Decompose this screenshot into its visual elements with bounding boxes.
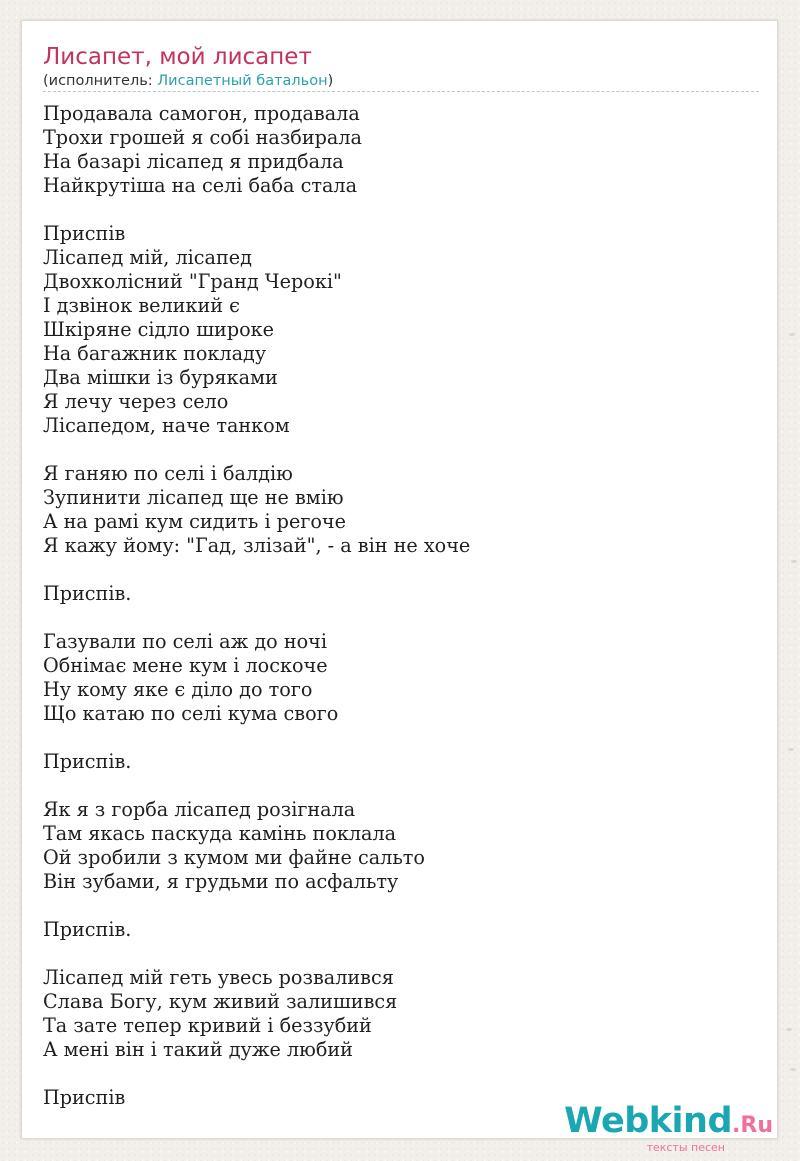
background-mark [790, 1068, 796, 1071]
background-mark [789, 333, 795, 336]
logo-tagline: тексты песен [646, 1141, 725, 1154]
artist-line [43, 72, 333, 90]
artist-suffix: ) [327, 73, 334, 89]
artist-link[interactable]: Лисапетный батальон [157, 73, 328, 89]
logo-brand: Webkind [564, 1101, 733, 1141]
lyrics-card [21, 20, 778, 1139]
logo-tld: .Ru [732, 1113, 773, 1138]
title-divider [43, 91, 759, 92]
artist-prefix: (исполнитель: [43, 73, 158, 89]
song-title: Лисапет, мой лисапет [43, 44, 312, 70]
background-mark [791, 560, 797, 563]
background-mark [786, 1028, 792, 1031]
site-logo[interactable] [564, 1101, 773, 1154]
lyrics-text: Продавала самогон, продавала Трохи грошей я собі назбирала На базарі лісапед я придбала Найкрутіша на селі баба стала Приспів Лісапед мій, лісапед Двохколісний "Гранд Черокі" І дзвінок великий є Шкіряне сідло широке На багажник покладу Два мішки із буряками Я лечу через село Лісапедом, наче танком Я ганяю по селі і балдію Зупинити лісапед ще не вмію А на рамі кум сидить і регоче Я кажу йому: "Гад, злізай", - а він не хоче Приспів. Газували по селі аж до ночі Обнімає мене кум і лоскоче Ну кому яке є діло до того Що катаю по селі кума свого Приспів. Як я з горба лісапед розігнала Там якась паскуда камінь поклала Ой зробили з кумом ми файне сальто Він зубами, я грудьми по асфальту Приспів. Лісапед мій геть увесь розвалився Слава Богу, кум живий залишився Та зате тепер кривий і беззубий А мені він і такий дуже любий Приспів [43, 102, 471, 1109]
background-mark [788, 748, 794, 751]
